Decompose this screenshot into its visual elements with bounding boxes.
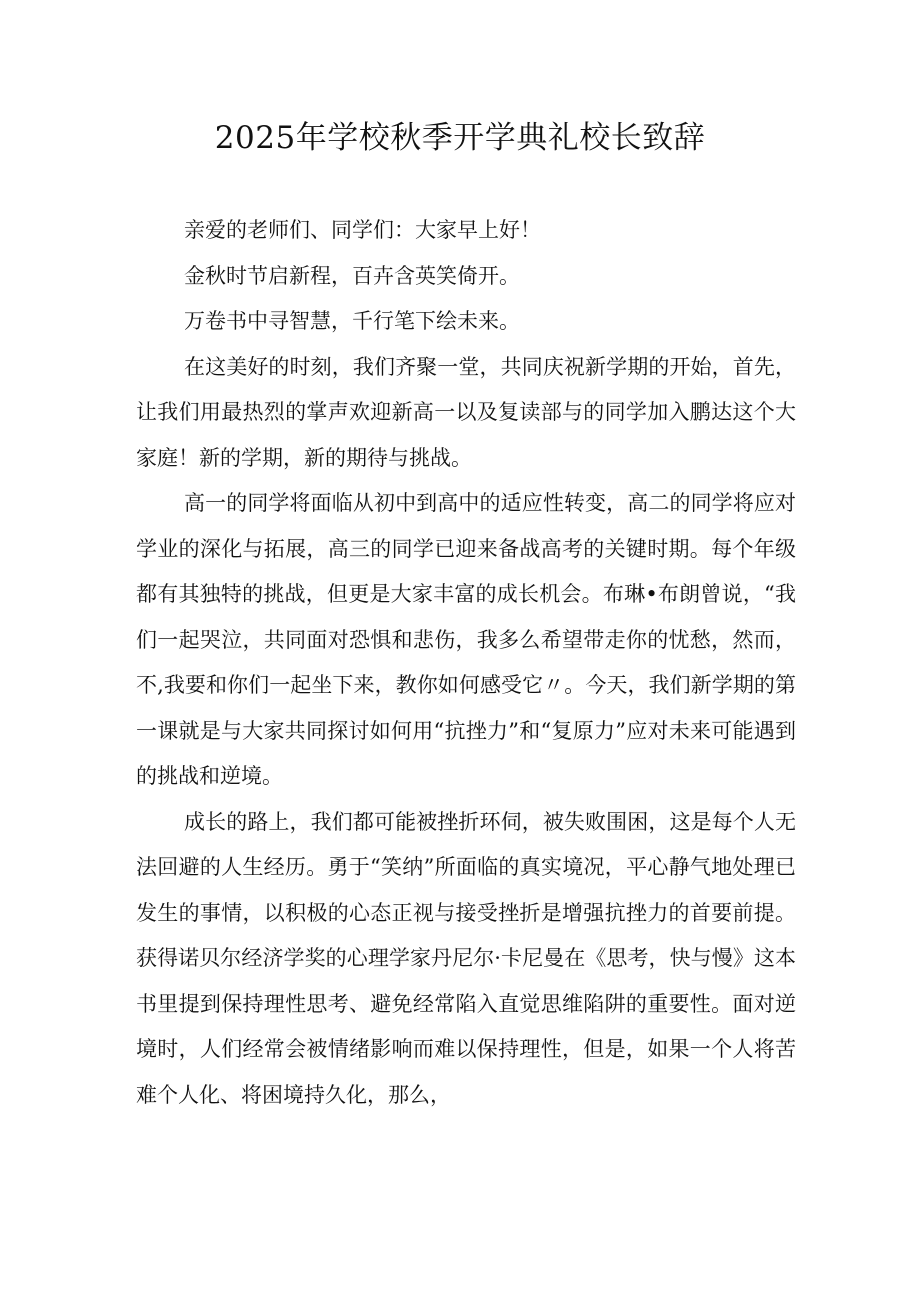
- document-body: [136, 208, 796, 1118]
- paragraph-grades: 高一的同学将面临从初中到高中的适应性转变，高二的同学将应对学业的深化与拓展，高三的同学已迎来备战高考的关键时期。每个年级都有其独特的挑战，但更是大家丰富的成长机会。布琳•布朗曾说，“我们一起哭泣，共同面对恐惧和悲伤，我多么希望带走你的忧愁，然而，不,我要和你们一起坐下来，教你如何感受它〃。今天，我们新学期的第一课就是与大家共同探讨如何用“抗挫力”和“复原力”应对未来可能遇到的挑战和逆境。: [136, 491, 796, 788]
- paragraph-verse-2: 万卷书中寻智慧，千行笔下绘未来。: [184, 309, 520, 333]
- document-title: 2025年学校秋季开学典礼校长致辞: [214, 120, 706, 156]
- paragraph-greeting: 亲爱的老师们、同学们：大家早上好！: [184, 218, 541, 242]
- paragraph-welcome: 在这美好的时刻，我们齐聚一堂，共同庆祝新学期的开始，首先，让我们用最热烈的掌声欢迎新高一以及复读部与的同学加入鹏达这个大家庭！新的学期，新的期待与挑战。: [136, 354, 796, 470]
- paragraph-verse-1: 金秋时节启新程，百卉含英笑倚开。: [184, 263, 520, 288]
- paragraph-growth: 成长的路上，我们都可能被挫折环伺，被失败围困，这是每个人无法回避的人生经历。勇于“笑纳”所面临的真实境况，平心静气地处理已发生的事情，以积极的心态正视与接受挫折是增强抗挫力的首要前提。获得诺贝尔经济学奖的心理学家丹尼尔·卡尼曼在《思考，快与慢》这本书里提到保持理性思考、避免经常陷入直觉思维陷阱的重要性。面对逆境时，人们经常会被情绪影响而难以保持理性，但是，如果一个人将苦难个人化、将困境持久化，那么，: [136, 809, 796, 1107]
